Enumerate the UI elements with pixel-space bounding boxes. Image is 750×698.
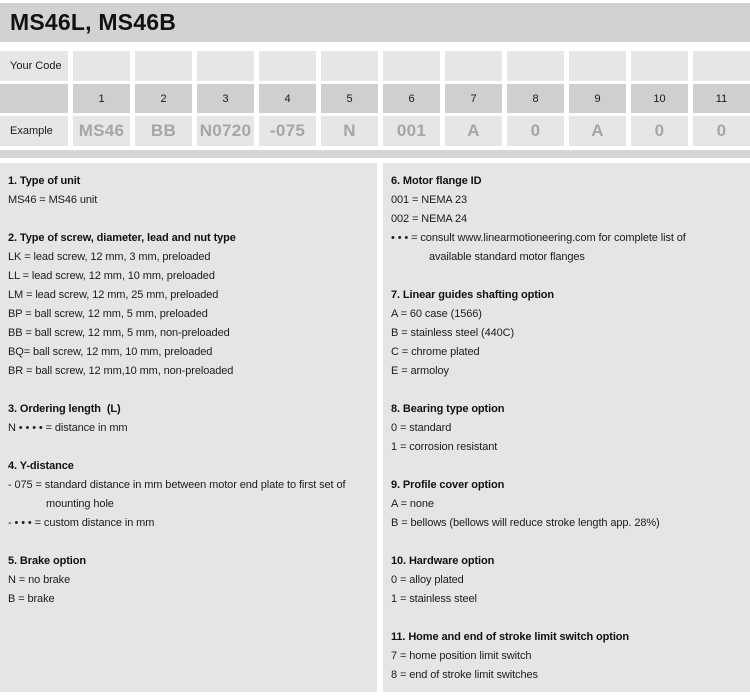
example-value: A bbox=[569, 116, 626, 146]
option-line: BQ= ball screw, 12 mm, 10 mm, preloaded bbox=[8, 346, 213, 358]
position-number: 1 bbox=[73, 84, 130, 113]
example-value: 0 bbox=[631, 116, 688, 146]
option-line: 0 = standard bbox=[391, 422, 452, 434]
your-code-row bbox=[0, 51, 750, 81]
example-value: BB bbox=[135, 116, 192, 146]
option-line: available standard motor flanges bbox=[429, 251, 585, 263]
section-heading: 4. Y-distance bbox=[8, 460, 74, 472]
divider-strip bbox=[0, 150, 750, 158]
position-number: 11 bbox=[693, 84, 750, 113]
option-line: 002 = NEMA 24 bbox=[391, 213, 468, 225]
section-heading: 7. Linear guides shafting option bbox=[391, 289, 555, 301]
option-section bbox=[8, 552, 369, 609]
option-line: - 075 = standard distance in mm between motor end plate to first set of bbox=[8, 479, 346, 491]
option-line: 1 = corrosion resistant bbox=[391, 441, 498, 453]
position-number: 3 bbox=[197, 84, 254, 113]
option-line: - • • • = custom distance in mm bbox=[8, 517, 155, 529]
ordering-code-sheet bbox=[0, 3, 750, 698]
option-section bbox=[391, 172, 742, 267]
option-section bbox=[391, 286, 742, 381]
example-value: 001 bbox=[383, 116, 440, 146]
position-number: 8 bbox=[507, 84, 564, 113]
position-row-spacer bbox=[0, 84, 68, 113]
option-line: BR = ball screw, 12 mm,10 mm, non-preloaded bbox=[8, 365, 234, 377]
position-number: 2 bbox=[135, 84, 192, 113]
section-heading: 3. Ordering length (L) bbox=[8, 403, 121, 415]
section-heading: 9. Profile cover option bbox=[391, 479, 505, 491]
position-number: 5 bbox=[321, 84, 378, 113]
option-line: 8 = end of stroke limit switches bbox=[391, 669, 538, 681]
section-heading: 10. Hardware option bbox=[391, 555, 495, 567]
option-line: N • • • • = distance in mm bbox=[8, 422, 128, 434]
example-row bbox=[0, 116, 750, 146]
your-code-label: Your Code bbox=[0, 51, 68, 81]
example-value: MS46 bbox=[73, 116, 130, 146]
example-value: 0 bbox=[507, 116, 564, 146]
option-line: B = bellows (bellows will reduce stroke length app. 28%) bbox=[391, 517, 660, 529]
option-descriptions bbox=[0, 163, 750, 692]
option-line: 1 = stainless steel bbox=[391, 593, 477, 605]
page-title: MS46L, MS46B bbox=[10, 9, 177, 35]
option-section bbox=[391, 400, 742, 457]
option-line: BP = ball screw, 12 mm, 5 mm, preloaded bbox=[8, 308, 208, 320]
example-value: N0720 bbox=[197, 116, 254, 146]
option-section bbox=[8, 229, 369, 381]
option-line: E = armoloy bbox=[391, 365, 449, 377]
option-line: 0 = alloy plated bbox=[391, 574, 464, 586]
position-number: 10 bbox=[631, 84, 688, 113]
option-line: LL = lead screw, 12 mm, 10 mm, preloaded bbox=[8, 270, 215, 282]
option-section bbox=[391, 552, 742, 609]
option-line: BB = ball screw, 12 mm, 5 mm, non-preloaded bbox=[8, 327, 230, 339]
option-line: 001 = NEMA 23 bbox=[391, 194, 468, 206]
position-number: 9 bbox=[569, 84, 626, 113]
option-line: B = brake bbox=[8, 593, 55, 605]
right-column bbox=[383, 163, 750, 692]
your-code-cell bbox=[259, 51, 316, 81]
example-value: 0 bbox=[693, 116, 750, 146]
option-line: B = stainless steel (440C) bbox=[391, 327, 515, 339]
option-section bbox=[8, 400, 369, 438]
example-value: N bbox=[321, 116, 378, 146]
section-heading: 8. Bearing type option bbox=[391, 403, 505, 415]
option-line: MS46 = MS46 unit bbox=[8, 194, 98, 206]
option-line: mounting hole bbox=[46, 498, 114, 510]
your-code-cell bbox=[445, 51, 502, 81]
example-label: Example bbox=[0, 116, 68, 146]
position-number: 6 bbox=[383, 84, 440, 113]
your-code-cell bbox=[135, 51, 192, 81]
option-line: 7 = home position limit switch bbox=[391, 650, 532, 662]
section-heading: 5. Brake option bbox=[8, 555, 86, 567]
option-line: A = none bbox=[391, 498, 434, 510]
option-line: C = chrome plated bbox=[391, 346, 480, 358]
option-line: LM = lead screw, 12 mm, 25 mm, preloaded bbox=[8, 289, 219, 301]
option-section bbox=[8, 172, 369, 210]
position-number: 7 bbox=[445, 84, 502, 113]
option-line: LK = lead screw, 12 mm, 3 mm, preloaded bbox=[8, 251, 211, 263]
option-section bbox=[391, 476, 742, 533]
option-line: • • • = consult www.linearmotioneering.com for complete list of bbox=[391, 232, 686, 244]
option-line: A = 60 case (1566) bbox=[391, 308, 482, 320]
position-number: 4 bbox=[259, 84, 316, 113]
your-code-cell bbox=[507, 51, 564, 81]
your-code-cell bbox=[197, 51, 254, 81]
section-heading: 1. Type of unit bbox=[8, 175, 81, 187]
your-code-cell bbox=[569, 51, 626, 81]
option-section bbox=[8, 457, 369, 533]
option-section bbox=[391, 628, 742, 685]
left-column bbox=[0, 163, 377, 692]
example-value: -075 bbox=[259, 116, 316, 146]
position-number-row bbox=[0, 84, 750, 113]
example-value: A bbox=[445, 116, 502, 146]
your-code-cell bbox=[321, 51, 378, 81]
your-code-cell bbox=[73, 51, 130, 81]
your-code-cell bbox=[383, 51, 440, 81]
option-line: N = no brake bbox=[8, 574, 71, 586]
your-code-cell bbox=[693, 51, 750, 81]
section-heading: 2. Type of screw, diameter, lead and nut type bbox=[8, 232, 236, 244]
section-heading: 11. Home and end of stroke limit switch option bbox=[391, 631, 630, 643]
page-title-bar bbox=[0, 3, 750, 42]
section-heading: 6. Motor flange ID bbox=[391, 175, 482, 187]
your-code-cell bbox=[631, 51, 688, 81]
